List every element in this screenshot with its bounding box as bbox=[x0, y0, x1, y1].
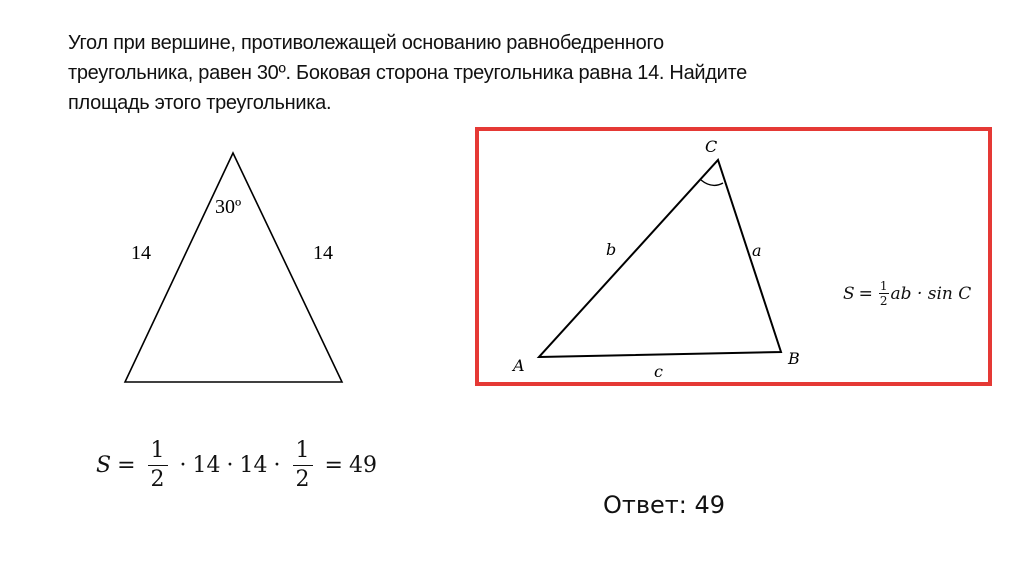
vertex-c-label: C bbox=[705, 137, 718, 156]
solution-frac2-num: 1 bbox=[293, 440, 313, 466]
solution-value-2: 14 bbox=[239, 452, 268, 478]
side-c-label: c bbox=[654, 362, 663, 381]
apex-angle-label: 30º bbox=[215, 196, 242, 218]
vertex-a-label: A bbox=[513, 356, 525, 375]
solution-value-1: 14 bbox=[192, 452, 221, 478]
solution-frac1-num: 1 bbox=[148, 440, 168, 466]
area-formula-den: 2 bbox=[879, 294, 888, 308]
solution-eq: = bbox=[117, 452, 136, 478]
solution-dot-3: · bbox=[273, 452, 281, 478]
solution-dot-2: · bbox=[226, 452, 234, 478]
left-side-label: 14 bbox=[131, 242, 151, 264]
right-side-label: 14 bbox=[313, 242, 333, 264]
solution-result: 49 bbox=[348, 452, 377, 478]
solution-formula bbox=[96, 430, 377, 500]
solution-lhs: S bbox=[96, 452, 112, 478]
solution-dot-1: · bbox=[179, 452, 187, 478]
solution-fraction-2 bbox=[293, 437, 313, 492]
area-formula-num: 1 bbox=[879, 279, 888, 293]
area-formula-fraction bbox=[879, 280, 889, 307]
side-a-label: a bbox=[752, 241, 762, 260]
problem-line-1: Угол при вершине, противолежащей основанию равнобедренного bbox=[68, 32, 664, 54]
solution-eq-2: = bbox=[324, 452, 343, 478]
answer-text: Ответ: 49 bbox=[603, 491, 726, 519]
area-formula-eq: = bbox=[858, 283, 873, 304]
problem-line-3: площадь этого треугольника. bbox=[68, 92, 332, 114]
solution-frac1-den: 2 bbox=[150, 466, 165, 492]
area-formula-reference bbox=[843, 280, 971, 307]
angle-c-arc bbox=[701, 180, 723, 185]
vertex-b-label: B bbox=[788, 349, 800, 368]
side-b-label: b bbox=[606, 240, 617, 259]
solution-frac2-den: 2 bbox=[295, 466, 310, 492]
problem-line-2: треугольника, равен 30º. Боковая сторона треугольника равна 14. Найдите bbox=[68, 62, 747, 84]
area-formula-lhs: S bbox=[843, 283, 855, 304]
solution-fraction-1 bbox=[148, 437, 168, 492]
reference-frame bbox=[477, 129, 990, 384]
area-formula-rest: ab · sin C bbox=[890, 283, 972, 304]
reference-triangle bbox=[539, 160, 781, 357]
isosceles-triangle bbox=[125, 153, 342, 382]
